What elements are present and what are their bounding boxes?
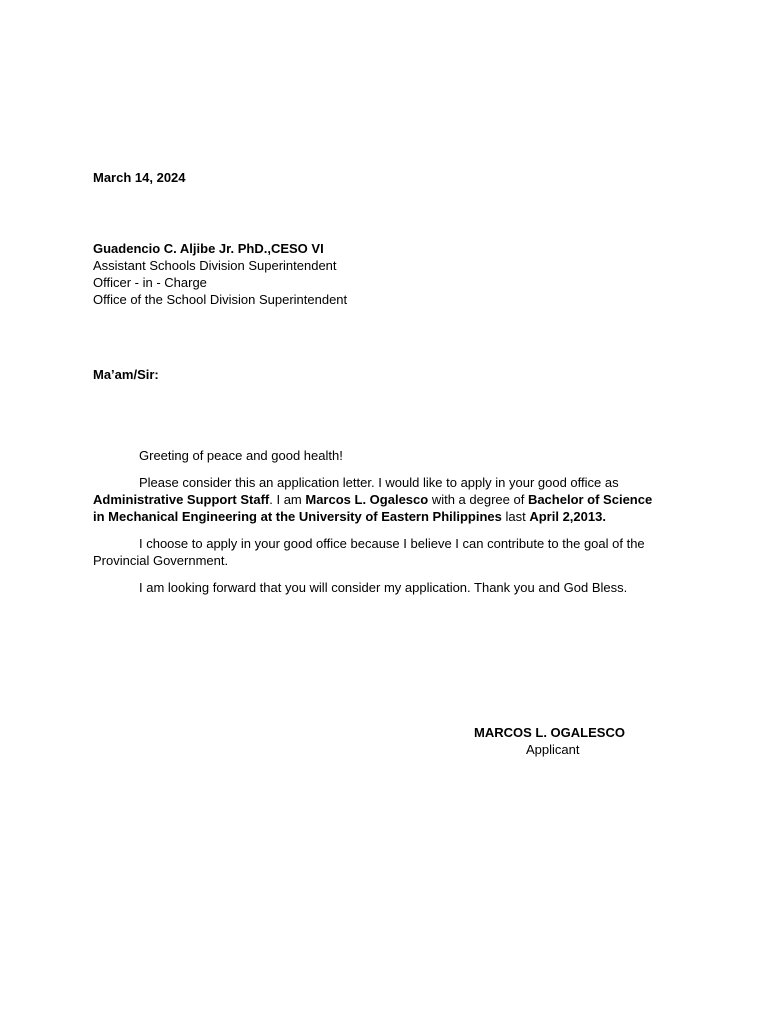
position-applied: Administrative Support Staff (93, 492, 270, 507)
recipient-role: Officer - in - Charge (93, 275, 207, 290)
recipient-block (93, 240, 347, 308)
application-text-2: . I am (269, 492, 306, 507)
recipient-title: Assistant Schools Division Superintendent (93, 258, 337, 273)
graduation-date: April 2,2013. (529, 509, 606, 524)
signature-block (474, 724, 625, 758)
application-paragraph (93, 474, 663, 525)
recipient-office: Office of the School Division Superintendent (93, 292, 348, 307)
motivation-paragraph: I choose to apply in your good office because I believe I can contribute to the goal of the Provincial Government. (93, 536, 645, 568)
degree: Bachelor of Science in Mechanical Engineering at the University of Eastern Philippines (93, 492, 653, 524)
recipient-name: Guadencio C. Aljibe Jr. PhD.,CESO VI (93, 241, 324, 256)
greeting-paragraph: Greeting of peace and good health! (139, 448, 343, 463)
letter-body (93, 447, 663, 606)
applicant-name: Marcos L. Ogalesco (305, 492, 429, 507)
salutation: Ma’am/Sir: (93, 367, 159, 382)
signature-title: Applicant (526, 742, 580, 757)
signature-name: MARCOS L. OGALESCO (474, 725, 625, 740)
closing-paragraph: I am looking forward that you will consider my application. Thank you and God Bless. (139, 580, 628, 595)
application-text-4: last (501, 509, 530, 524)
letter-date: March 14, 2024 (93, 170, 186, 185)
application-text-3: with a degree of (428, 492, 528, 507)
application-text-1: Please consider this an application letter. I would like to apply in your good office as (139, 475, 619, 490)
